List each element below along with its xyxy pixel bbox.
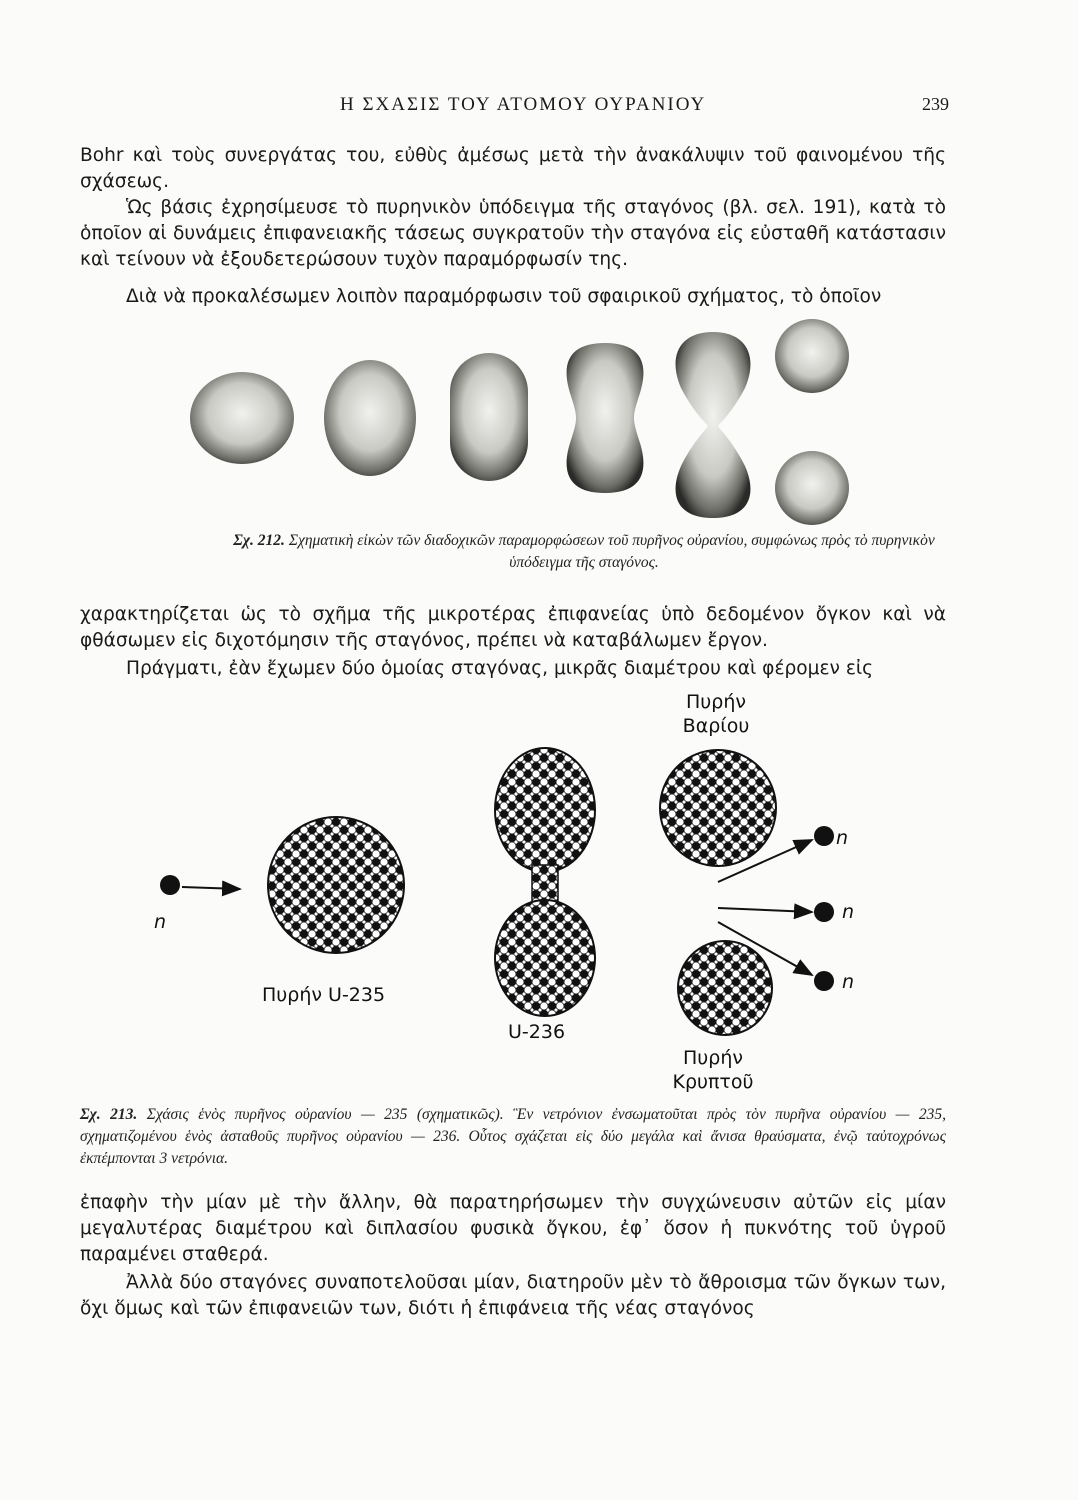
paragraph-2: Ὡς βάσις ἐχρησίμευσε τὸ πυρηνικὸν ὑπόδειγμα τῆς σταγόνος (βλ. σελ. 191), κατὰ τὸ ὁποῖον αἱ δυνάμεις ἐπιφανειακῆς τάσεως συγκρατοῦν τὴν σταγόνα εἰς εὐσταθῆ κατάστασιν καὶ τείνουν νὰ ἐξουδετερώσουν τυχὸν παραμόρφωσίν της. — [80, 197, 946, 270]
running-header — [0, 94, 1078, 122]
paragraph-3: Διὰ νὰ προκαλέσωμεν λοιπὸν παραμόρφωσιν τοῦ σφαιρικοῦ σχήματος, τὸ ὁποῖον — [126, 286, 882, 307]
nucleus-krypton — [678, 941, 772, 1035]
figure-213-caption-label: Σχ. 213. — [80, 1106, 138, 1123]
u236-label: U-236 — [508, 1021, 566, 1043]
emitted-neutron-2 — [814, 902, 834, 922]
incoming-neutron-label: n — [154, 911, 167, 933]
emitted-neutron-label-3: n — [842, 971, 855, 993]
krypton-label: Πυρήν Κρυπτοῦ — [672, 1047, 754, 1093]
barium-label: Πυρήν Βαρίου — [682, 691, 750, 737]
incoming-arrow — [182, 887, 240, 889]
drop-elongated — [450, 353, 528, 481]
nucleus-u236 — [495, 748, 595, 1016]
figure-212-caption — [212, 530, 956, 574]
drop-ellipsoid — [324, 360, 416, 476]
drop-necked — [567, 343, 644, 493]
paragraph-4: χαρακτηρίζεται ὡς τὸ σχῆμα τῆς μικροτέρας ἐπιφανείας ὑπὸ δεδομένον ὄγκον καὶ νὰ φθάσωμεν εἰς διχοτόμησιν τῆς σταγόνος, πρέπει νὰ καταβάλωμεν ἔργον. — [80, 604, 946, 651]
figure-212-drop-deformation — [180, 318, 880, 528]
emitted-neutron-1 — [814, 826, 834, 846]
figure-213-caption-text: Σχάσις ἑνὸς πυρῆνος οὐρανίου — 235 (σχηματικῶς). Ἓν νετρόνιον ἐνσωματοῦται πρὸς τὸν πυρῆνα οὐρανίου — 235, σχηματιζομένου ἑνὸς ἀσταθοῦς πυρῆνος οὐρανίου — 236. Οὗτος σχάζεται εἰς δύο μεγάλα καὶ ἄνισα θραύσματα, ἐνῷ ταὐτοχρόνως ἐκπέμπονται 3 νετρόνια. — [80, 1106, 946, 1167]
figure-213-caption — [80, 1104, 946, 1170]
drop-pinched — [676, 332, 751, 518]
emitted-neutron-label-1: n — [836, 827, 849, 849]
figure-212-caption-label: Σχ. 212. — [233, 532, 285, 549]
drop-fragment-top — [775, 319, 849, 393]
page-number: 239 — [922, 94, 949, 114]
paragraph-1: Bohr καὶ τοὺς συνεργάτας του, εὐθὺς ἀμέσως μετὰ τὴν ἀνακάλυψιν τοῦ φαινομένου τῆς σχάσεως. — [80, 145, 946, 192]
emitted-neutron-label-2: n — [842, 901, 855, 923]
drop-fragment-bottom — [775, 451, 849, 525]
paragraph-7: Ἀλλὰ δύο σταγόνες συναποτελοῦσαι μίαν, διατηροῦν μὲν τὸ ἄθροισμα τῶν ὄγκων των, ὄχι ὅμως καὶ τῶν ἐπιφανειῶν των, διότι ἡ ἐπιφάνεια τῆς νέας σταγόνος — [80, 1272, 946, 1319]
nucleus-barium — [660, 750, 776, 866]
incoming-neutron — [160, 875, 180, 895]
drop-sphere — [190, 372, 294, 464]
u235-label: Πυρήν U-235 — [262, 984, 386, 1006]
paragraph-6: ἐπαφὴν τὴν μίαν μὲ τὴν ἄλλην, θὰ παρατηρήσωμεν τὴν συγχώνευσιν αὐτῶν εἰς μίαν μεγαλυτέρας διαμέτρου καὶ διπλασίου φυσικὰ ὄγκου, ἐφ᾽ ὅσον ἡ πυκνότης τοῦ ὑγροῦ παραμένει σταθερά. — [80, 1192, 946, 1265]
emitted-neutron-3 — [814, 971, 834, 991]
emission-arrow-2 — [718, 908, 812, 912]
paragraph-5: Πράγματι, ἐὰν ἔχωμεν δύο ὁμοίας σταγόνας, μικρᾶς διαμέτρου καὶ φέρομεν εἰς — [126, 658, 874, 679]
nucleus-u235 — [268, 817, 404, 953]
figure-212-caption-text: Σχηματικὴ εἰκὼν τῶν διαδοχικῶν παραμορφώσεων τοῦ πυρῆνος οὐρανίου, συμφώνως πρὸς τὸ πυρηνικὸν ὑπόδειγμα τῆς σταγόνος. — [288, 532, 935, 571]
running-title: Η ΣΧΑΣΙΣ ΤΟΥ ΑΤΟΜΟΥ ΟΥΡΑΝΙΟΥ — [340, 94, 707, 115]
